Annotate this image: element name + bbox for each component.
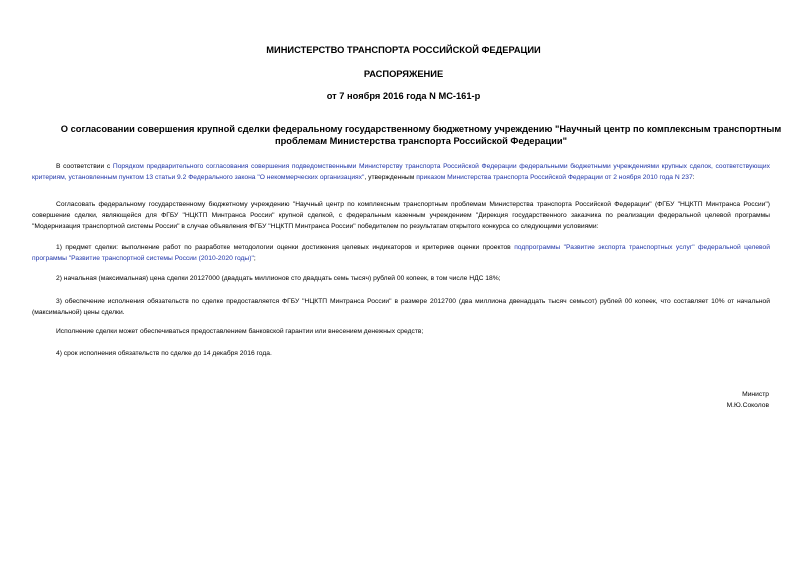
paragraph-deadline: 4) срок исполнения обязательств по сделке до 14 декабря 2016 года. (56, 350, 272, 357)
paragraph-subject (32, 242, 770, 264)
paragraph-security: 3) обеспечение исполнения обязательств по сделке предоставляется ФГБУ "НЦКТП Минтранса России" в размере 2012700 (два миллиона двенадцать тысяч семьсот) рублей 00 копеек, что составляет 10% от начальной (максимальной) цены сделки. (32, 298, 770, 316)
subject-text-2: ; (253, 255, 256, 262)
preamble-text-2: , утвержденным (364, 174, 417, 181)
paragraph-price: 2) начальная (максимальная) цена сделки 20127000 (двадцать миллионов сто двадцать семь тысяч) рублей 00 копеек, в том числе НДС 18%; (56, 275, 501, 282)
document-date-number: от 7 ноября 2016 года N МС-161-р (326, 91, 481, 101)
paragraph-preamble (32, 161, 770, 183)
subject-text-1: 1) предмет сделки: выполнение работ по разработке методологии оценки достижения целевых индикаторов и критериев оценки проектов (56, 244, 515, 251)
document-type: РАСПОРЯЖЕНИЕ (363, 69, 444, 79)
preamble-text-3: : (692, 174, 695, 181)
preamble-text-1: В соответствии с (56, 163, 113, 170)
ministry-heading: МИНИСТЕРСТВО ТРАНСПОРТА РОССИЙСКОЙ ФЕДЕРАЦИИ (266, 45, 541, 55)
order-link[interactable]: приказом Министерства транспорта Российской Федерации от 2 ноября 2010 года N 237 (416, 174, 693, 181)
signature-position: Министр (742, 391, 769, 398)
procedure-link[interactable]: Порядком предварительного согласования совершения подведомственными Министерству транспорта Российской Федерации федеральными бюджетными учреждениями крупных сделок, соответствующих критериям, установленным пунктом 13 статьи 9.2 Федерального закона "О некоммерческих организациях" (32, 163, 770, 181)
document-title: О согласовании совершения крупной сделки федеральному государственному бюджетному учреждению "Научный центр по комплексным транспортным проблемам Министерства транспорта Российской Федерации" (60, 124, 782, 146)
paragraph-guarantee: Исполнение сделки может обеспечиваться предоставлением банковской гарантии или внесением денежных средств; (56, 328, 424, 335)
paragraph-approval: Согласовать федеральному государственному бюджетному учреждению "Научный центр по комплексным транспортным проблемам Министерства транспорта Российской Федерации" (ФГБУ "НЦКТП Минтранса России") совершение сделки, являющейся для ФГБУ "НЦКТП Минтранса России" крупной сделкой, с федеральным казенным учреждением "Дирекция государственного заказчика по реализации федеральной целевой программы "Модернизация транспортной системы России" в случае объявления ФГБУ "НЦКТП Минтранса России" победителем по результатам открытого конкурса со следующими условиями: (32, 201, 770, 230)
signature-name: М.Ю.Соколов (726, 402, 769, 409)
subprogram-link[interactable]: подпрограммы "Развитие экспорта транспортных услуг" федеральной целевой программы "Развитие транспортной системы России (2010-2020 годы)" (32, 244, 770, 262)
